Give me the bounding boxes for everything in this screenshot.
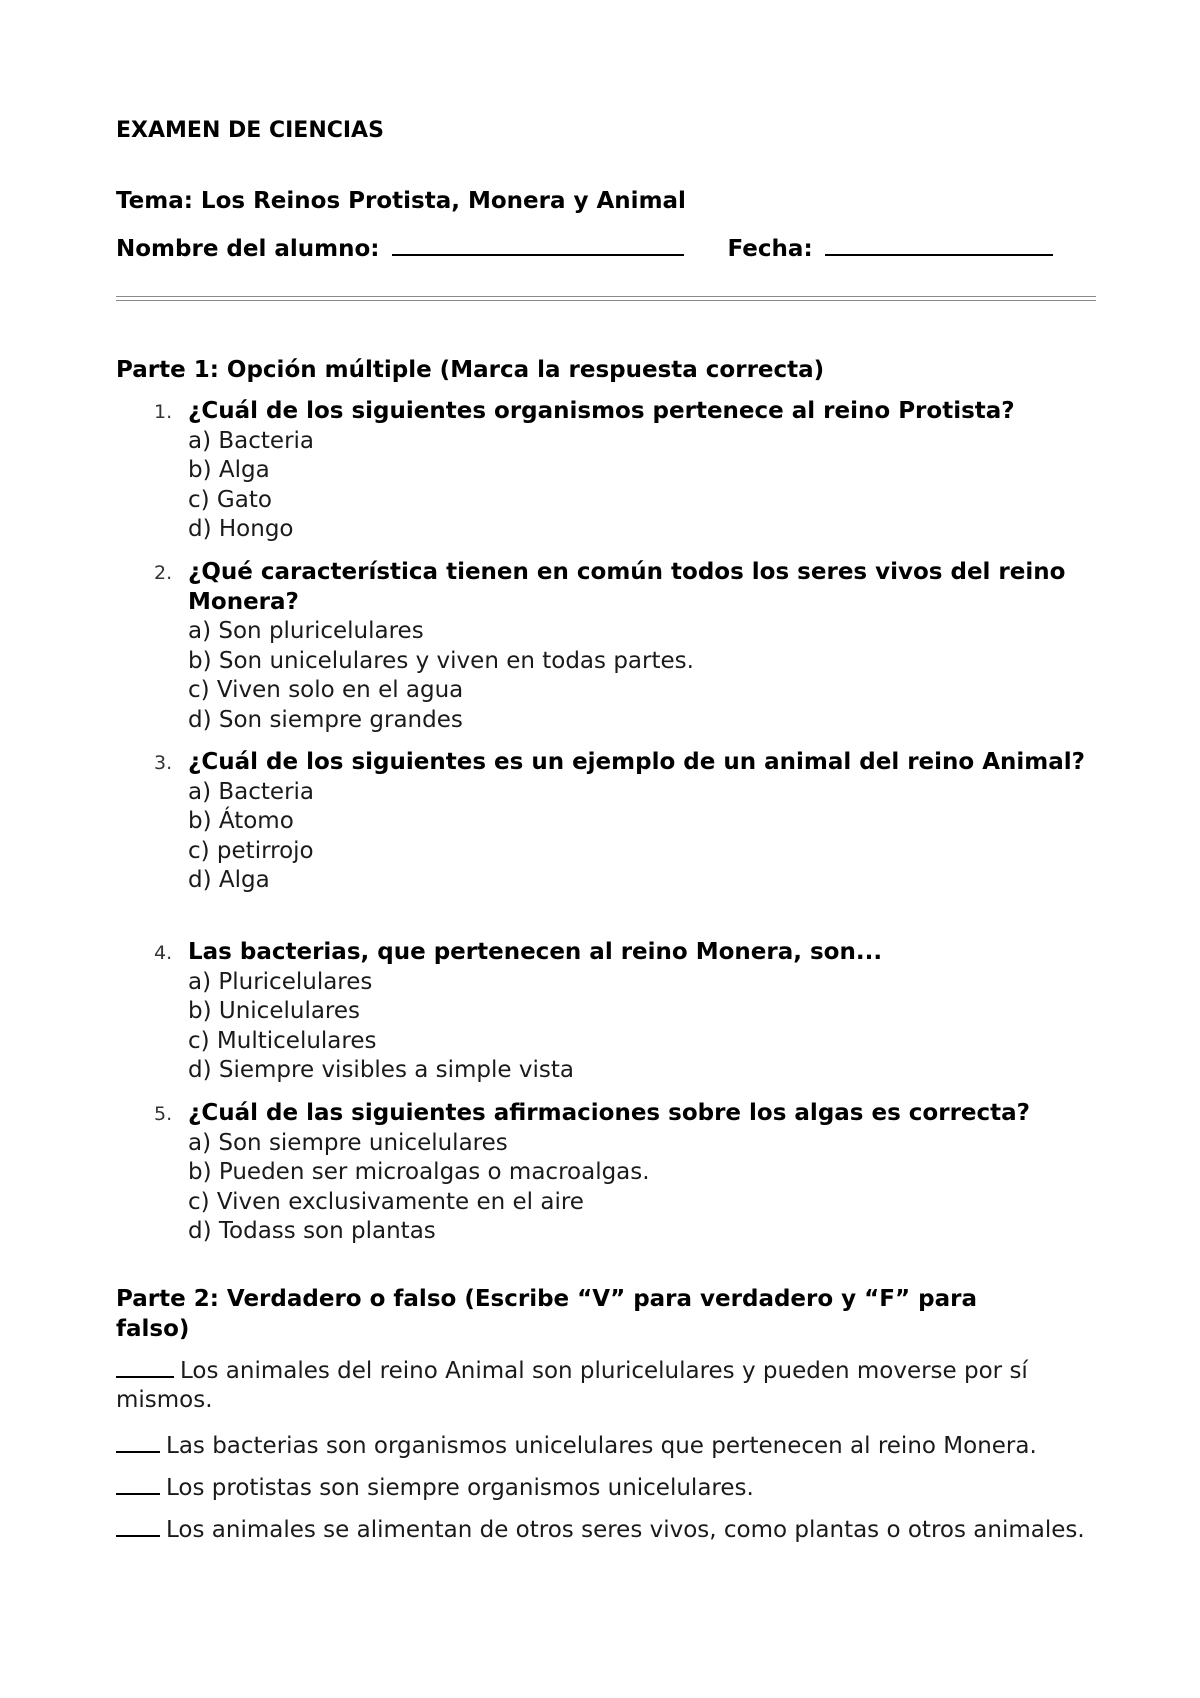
option-d[interactable]: d) Son siempre grandes [188,706,463,733]
statement-text: Los animales se alimentan de otros seres vivos, como plantas o otros animales. [166,1517,1085,1543]
exam-title: EXAMEN DE CIENCIAS [116,118,384,143]
question-number: 1. [154,401,173,423]
option-b[interactable]: b) Son unicelulares y viven en todas partes. [188,647,694,674]
statement-text: Las bacterias son organismos unicelulares que pertenecen al reino Monera. [166,1433,1037,1459]
question-5 [116,1099,1096,1247]
option-a[interactable]: a) Bacteria [188,778,315,805]
true-false-item-3 [116,1471,1106,1503]
question-3 [116,748,1096,896]
option-c[interactable]: c) Viven exclusivamente en el aire [188,1188,584,1215]
true-false-item-1 [116,1354,1106,1415]
question-text: ¿Cuál de los siguientes es un ejemplo de un animal del reino Animal? [188,749,1085,775]
question-number: 4. [154,942,173,964]
question-text: ¿Qué característica tienen en común todos los seres vivos del reino Monera? [188,559,1066,615]
option-d[interactable]: d) Hongo [188,516,294,542]
option-c[interactable]: c) Gato [188,486,272,513]
question-text: ¿Cuál de las siguientes afirmaciones sobre los algas es correcta? [188,1100,1031,1126]
option-b[interactable]: b) Alga [188,457,270,483]
option-a[interactable]: a) Pluricelulares [188,968,373,995]
part2-heading: Parte 2: Verdadero o falso (Escribe “V” para verdadero y “F” para falso) [116,1286,977,1342]
question-2 [116,558,1096,735]
question-number: 5. [154,1103,173,1125]
option-b[interactable]: b) Pueden ser microalgas o macroalgas. [188,1159,650,1185]
question-text: ¿Cuál de los siguientes organismos pertenece al reino Protista? [188,398,1015,424]
true-false-item-4 [116,1513,1106,1545]
answer-blank[interactable] [116,1471,160,1495]
question-text: Las bacterias, que pertenecen al reino Monera, son... [188,939,883,965]
option-a[interactable]: a) Son pluricelulares [188,618,424,644]
option-c[interactable]: c) Viven solo en el agua [188,677,464,703]
option-d[interactable]: d) Siempre visibles a simple vista [188,1057,574,1083]
option-b[interactable]: b) Unicelulares [188,998,361,1024]
option-c[interactable]: c) petirrojo [188,837,314,864]
answer-blank[interactable] [116,1354,174,1378]
question-4 [116,938,1096,1086]
statement-text: Los protistas son siempre organismos unicelulares. [166,1475,754,1501]
option-c[interactable]: c) Multicelulares [188,1027,377,1054]
header-divider [116,296,1096,301]
option-a[interactable]: a) Son siempre unicelulares [188,1129,508,1156]
question-number: 3. [154,752,173,774]
student-name-blank[interactable] [392,230,684,256]
option-b[interactable]: b) Átomo [188,808,294,834]
date-label: Fecha: [727,236,813,262]
student-info-line [116,230,1053,264]
option-a[interactable]: a) Bacteria [188,427,315,454]
answer-blank[interactable] [116,1513,160,1537]
exam-topic: Tema: Los Reinos Protista, Monera y Animal [116,188,686,214]
student-name-label: Nombre del alumno: [116,236,380,262]
true-false-item-2 [116,1429,1106,1461]
part1-heading: Parte 1: Opción múltiple (Marca la respuesta correcta) [116,357,825,383]
date-blank[interactable] [825,230,1053,256]
question-number: 2. [154,562,173,584]
option-d[interactable]: d) Alga [188,867,270,893]
answer-blank[interactable] [116,1429,160,1453]
option-d[interactable]: d) Todass son plantas [188,1218,436,1244]
question-1 [116,397,1096,545]
statement-text: Los animales del reino Animal son pluricelulares y pueden moverse por sí mismos. [116,1358,1028,1413]
